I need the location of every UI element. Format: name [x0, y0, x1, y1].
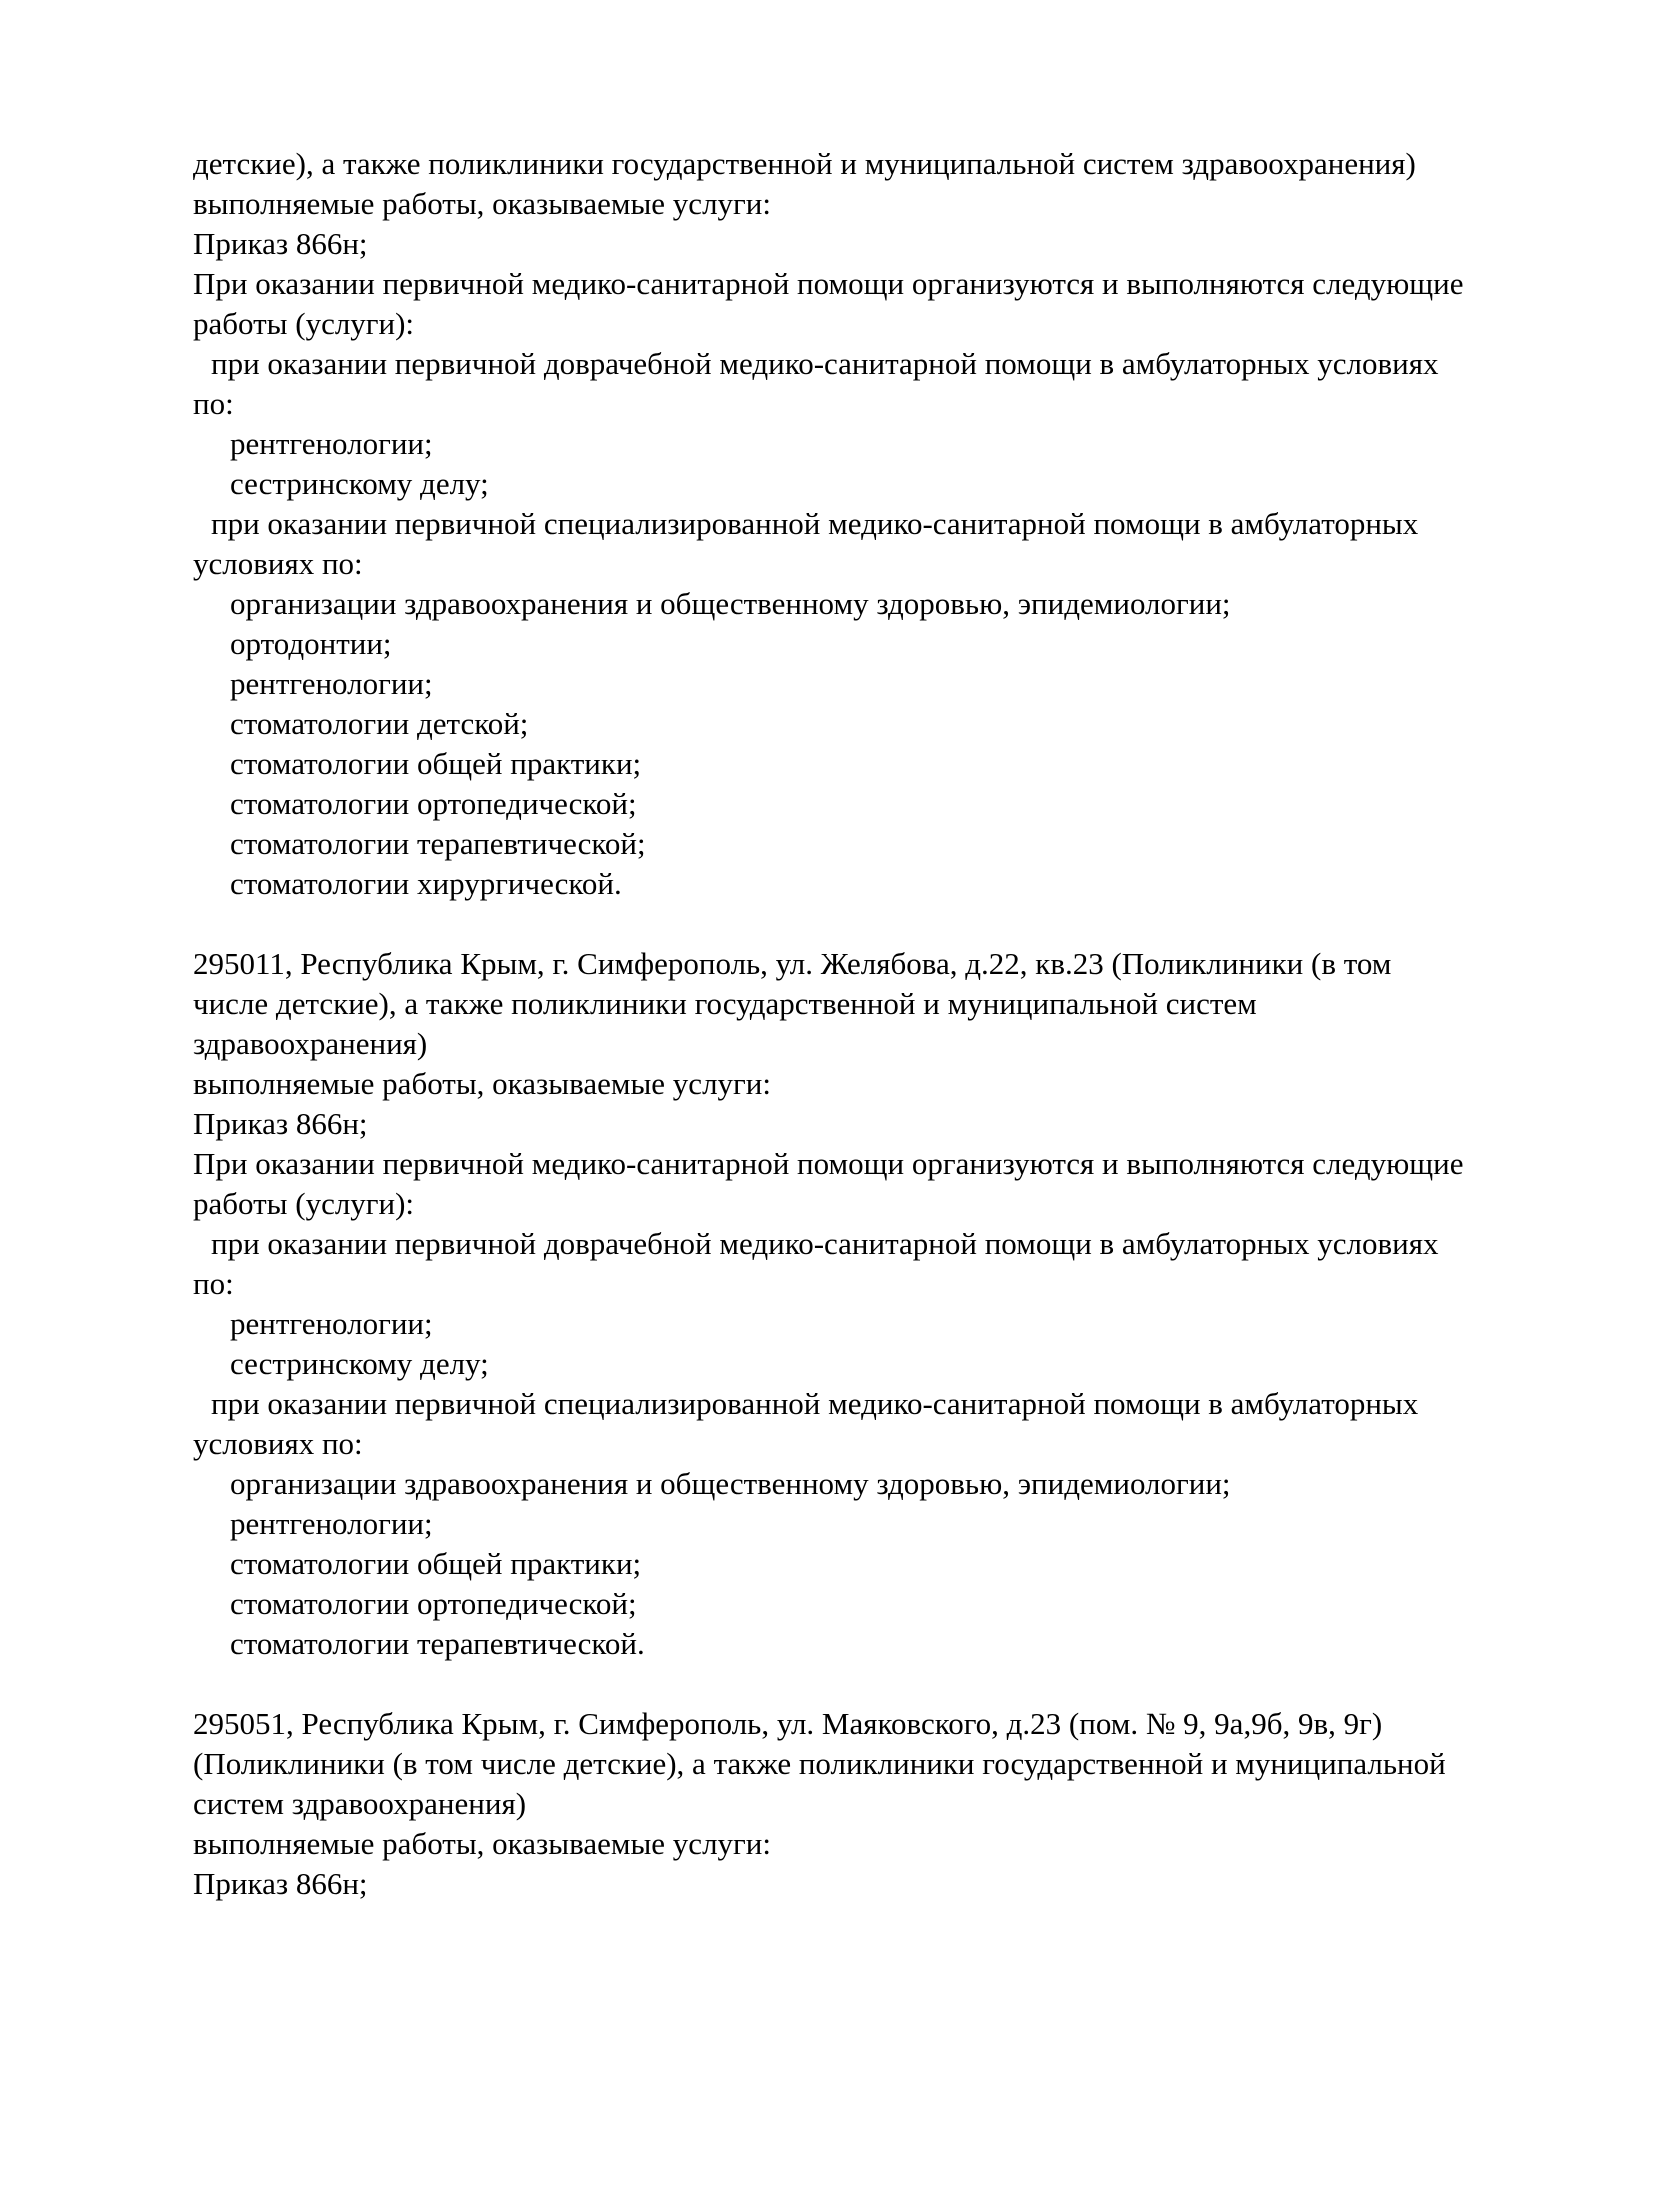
document-line: стоматологии общей практики; [230, 1546, 642, 1581]
document-line: рентгенологии; [230, 666, 433, 701]
document-line: (Поликлиники (в том числе детские), а также поликлиники государственной и муниципальной [193, 1746, 1446, 1781]
document-line: стоматологии детской; [230, 706, 529, 741]
text-block [193, 144, 1535, 904]
document-line: работы (услуги): [193, 306, 415, 341]
document-line: стоматологии терапевтической; [230, 826, 646, 861]
document-line: Приказ 866н; [193, 226, 368, 261]
document-line: выполняемые работы, оказываемые услуги: [193, 1066, 771, 1101]
document-line: 295011, Республика Крым, г. Симферополь, ул. Желябова, д.22, кв.23 (Поликлиники (в том [193, 946, 1392, 981]
document-line: систем здравоохранения) [193, 1786, 527, 1821]
document-line: рентгенологии; [230, 1506, 433, 1541]
document-line: рентгенологии; [230, 1306, 433, 1341]
document-line: Приказ 866н; [193, 1866, 368, 1901]
document-line: числе детские), а также поликлиники государственной и муниципальной систем [193, 986, 1257, 1021]
document-line: детские), а также поликлиники государственной и муниципальной систем здравоохранения) [193, 146, 1416, 181]
document-line: сестринскому делу; [230, 466, 489, 501]
document-line: организации здравоохранения и общественному здоровью, эпидемиологии; [230, 1466, 1231, 1501]
document-line: рентгенологии; [230, 426, 433, 461]
text-block [193, 944, 1535, 1664]
document-line: по: [193, 386, 234, 421]
document-line: при оказании первичной специализированной медико-санитарной помощи в амбулаторных [211, 1386, 1419, 1421]
document-line: стоматологии общей практики; [230, 746, 642, 781]
document-line: При оказании первичной медико-санитарной помощи организуются и выполняются следующие [193, 266, 1464, 301]
document-line: выполняемые работы, оказываемые услуги: [193, 1826, 771, 1861]
document-line: по: [193, 1266, 234, 1301]
document-line: организации здравоохранения и общественному здоровью, эпидемиологии; [230, 586, 1231, 621]
document-line: ортодонтии; [230, 626, 392, 661]
document-line: стоматологии ортопедической; [230, 1586, 637, 1621]
document-line: при оказании первичной специализированной медико-санитарной помощи в амбулаторных [211, 506, 1419, 541]
document-line: при оказании первичной доврачебной медико-санитарной помощи в амбулаторных условиях [211, 1226, 1439, 1261]
text-block [193, 1704, 1535, 1904]
document-line: условиях по: [193, 546, 363, 581]
document-line: сестринскому делу; [230, 1346, 489, 1381]
document-line: При оказании первичной медико-санитарной помощи организуются и выполняются следующие [193, 1146, 1464, 1181]
document-line: Приказ 866н; [193, 1106, 368, 1141]
document-line: 295051, Республика Крым, г. Симферополь, ул. Маяковского, д.23 (пом. № 9, 9а,9б, 9в, 9г) [193, 1706, 1383, 1741]
document-line: здравоохранения) [193, 1026, 428, 1061]
document-line: стоматологии ортопедической; [230, 786, 637, 821]
document-line: работы (услуги): [193, 1186, 415, 1221]
document-content [193, 144, 1535, 1904]
document-line: при оказании первичной доврачебной медико-санитарной помощи в амбулаторных условиях [211, 346, 1439, 381]
document-line: выполняемые работы, оказываемые услуги: [193, 186, 771, 221]
document-line: стоматологии терапевтической. [230, 1626, 645, 1661]
document-line: условиях по: [193, 1426, 363, 1461]
document-line: стоматологии хирургической. [230, 866, 622, 901]
